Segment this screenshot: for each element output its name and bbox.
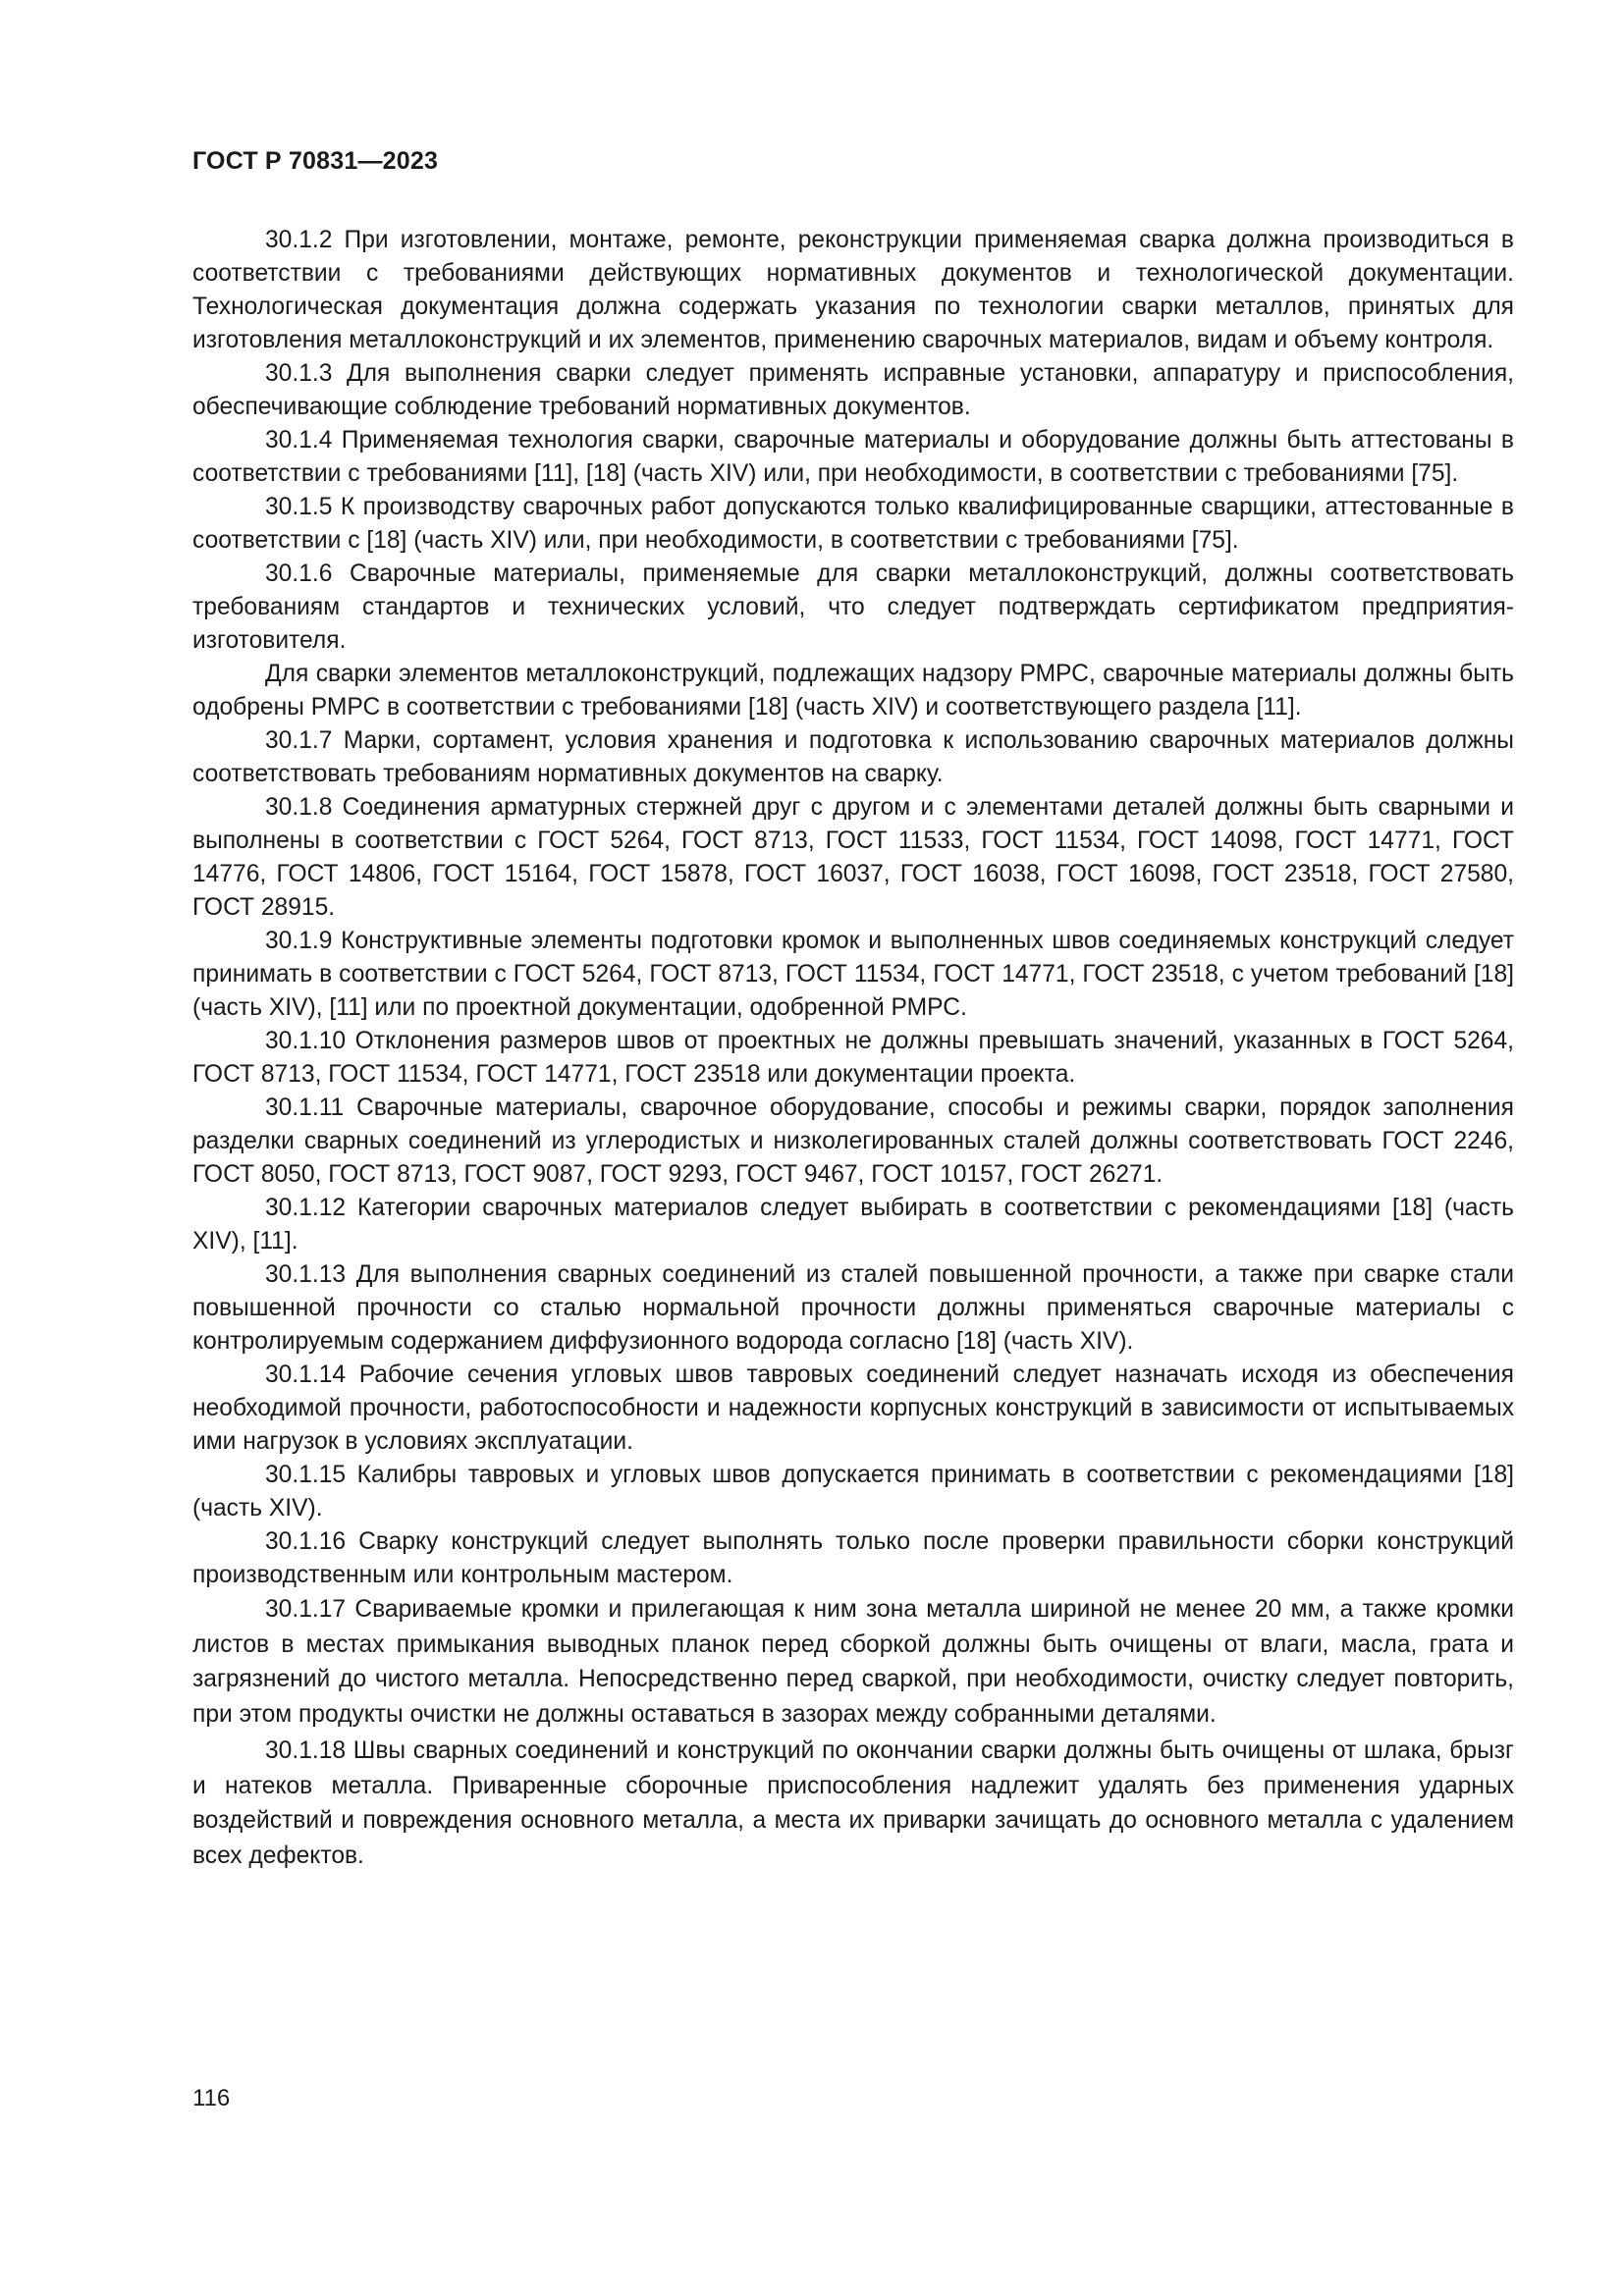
clause-number: 30.1.14: [265, 1362, 347, 1388]
paragraph-30-1-7: [192, 724, 1514, 791]
clause-text: Отклонения размеров швов от проектных не должны превышать значений, указанных в ГОСТ 5264, ГОСТ 8713, ГОСТ 11534, ГОСТ 14771, ГОСТ 23518 или документации проекта.: [192, 1028, 1514, 1088]
clause-text: К производству сварочных работ допускаются только квалифицированные сварщики, аттестованные в соответствии с [18] (часть XIV) или, при необходимости, в соответствии с требованиями [75].: [192, 494, 1515, 554]
paragraph-30-1-13: [192, 1258, 1514, 1359]
paragraph-30-1-6: [192, 558, 1514, 658]
clause-text: Соединения арматурных стержней друг с другом и с элементами деталей должны быть сварными и выполнены в соответствии с ГОСТ 5264, ГОСТ 8713, ГОСТ 11533, ГОСТ 11534, ГОСТ 14098, ГОСТ 14771, ГОСТ 14776, ГОСТ 14806, ГОСТ 15164, ГОСТ 15878, ГОСТ 16037, ГОСТ 16038, ГОСТ 16098, ГОСТ 23518, ГОСТ 27580, ГОСТ 28915.: [192, 794, 1514, 921]
clause-number: 30.1.3: [265, 360, 333, 387]
clause-text: Сварочные материалы, сварочное оборудование, способы и режимы сварки, порядок заполнения разделки сварных соединений из углеродистых и низколегированных сталей должны соответствовать ГОСТ 2246, ГОСТ 8050, ГОСТ 8713, ГОСТ 9087, ГОСТ 9293, ГОСТ 9467, ГОСТ 10157, ГОСТ 26271.: [192, 1095, 1514, 1188]
clause-text: Швы сварных соединений и конструкций по окончании сварки должны быть очищены от шлака, брызг и натеков металла. Приваренные сборочные приспособления надлежит удалять без применения ударных воздействий и повреждения основного металла, а места их приварки зачищать до основного металла с удалением всех дефектов.: [192, 1737, 1514, 1869]
clause-number: 30.1.7: [265, 727, 333, 754]
paragraph-30-1-3: [192, 357, 1514, 424]
document-body: [192, 224, 1514, 1873]
clause-text: Свариваемые кромки и прилегающая к ним зона металла шириной не менее 20 мм, а также кромки листов в местах примыкания выводных планок перед сборкой должны быть очищены от влаги, масла, грата и загрязнений до чистого металла. Непосредственно перед сваркой, при необходимости, очистку следует повторить, при этом продукты очистки не должны оставаться в зазорах между собранными деталями.: [192, 1596, 1514, 1728]
clause-text: Применяемая технология сварки, сварочные материалы и оборудование должны быть аттестованы в соответствии с требованиями [11], [18] (часть XIV) или, при необходимости, в соответствии с требованиями [75].: [192, 427, 1514, 487]
paragraph-30-1-15: [192, 1459, 1514, 1525]
paragraph-30-1-6-continuation: [192, 658, 1514, 724]
clause-text: Для сварки элементов металлоконструкций, подлежащих надзору РМРС, сварочные материалы должны быть одобрены РМРС в соответствии с требованиями [18] (часть XIV) и соответствующего раздела [11].: [192, 661, 1514, 721]
clause-text: Категории сварочных материалов следует выбирать в соответствии с рекомендациями [18] (часть XIV), [11].: [192, 1195, 1514, 1255]
clause-number: 30.1.12: [265, 1195, 347, 1221]
paragraph-30-1-16: [192, 1525, 1514, 1592]
page-number: 116: [192, 2085, 231, 2111]
paragraph-30-1-12: [192, 1192, 1514, 1258]
clause-number: 30.1.5: [265, 494, 333, 520]
clause-number: 30.1.6: [265, 561, 333, 587]
clause-text: Рабочие сечения угловых швов тавровых соединений следует назначать исходя из обеспечения необходимой прочности, работоспособности и надежности корпусных конструкций в зависимости от испытываемых ими нагрузок в условиях эксплуатации.: [192, 1362, 1514, 1455]
clause-number: 30.1.15: [265, 1462, 347, 1488]
paragraph-30-1-2: [192, 224, 1514, 357]
paragraph-30-1-5: [192, 491, 1514, 558]
document-header: ГОСТ Р 70831—2023: [192, 147, 439, 175]
clause-number: 30.1.18: [265, 1737, 347, 1764]
clause-number: 30.1.11: [265, 1095, 345, 1121]
paragraph-30-1-17: [192, 1592, 1514, 1732]
paragraph-30-1-14: [192, 1359, 1514, 1459]
clause-text: Сварку конструкций следует выполнять только после проверки правильности сборки конструкций производственным или контрольным мастером.: [192, 1528, 1514, 1588]
clause-number: 30.1.17: [265, 1596, 347, 1623]
clause-text: Для выполнения сварных соединений из сталей повышенной прочности, а также при сварке стали повышенной прочности со сталью нормальной прочности должны применяться сварочные материалы с контролируемым содержанием диффузионного водорода согласно [18] (часть XIV).: [192, 1261, 1514, 1355]
clause-number: 30.1.9: [265, 928, 333, 954]
paragraph-30-1-8: [192, 791, 1514, 925]
paragraph-30-1-11: [192, 1092, 1514, 1192]
clause-number: 30.1.4: [265, 427, 333, 454]
clause-text: Марки, сортамент, условия хранения и подготовка к использованию сварочных материалов должны соответствовать требованиям нормативных документов на сварку.: [192, 727, 1514, 787]
clause-text: Сварочные материалы, применяемые для сварки металлоконструкций, должны соответствовать требованиям стандартов и технических условий, что следует подтверждать сертификатом предприятия-изготовителя.: [192, 561, 1514, 654]
clause-number: 30.1.8: [265, 794, 333, 821]
clause-text: Для выполнения сварки следует применять исправные установки, аппаратуру и приспособления, обеспечивающие соблюдение требований нормативных документов.: [192, 360, 1514, 420]
paragraph-30-1-10: [192, 1025, 1514, 1092]
clause-number: 30.1.2: [265, 227, 333, 253]
clause-number: 30.1.16: [265, 1528, 347, 1555]
clause-text: Калибры тавровых и угловых швов допускается принимать в соответствии с рекомендациями [18] (часть XIV).: [192, 1462, 1514, 1522]
paragraph-30-1-9: [192, 925, 1514, 1025]
paragraph-30-1-18: [192, 1734, 1514, 1873]
clause-text: При изготовлении, монтаже, ремонте, реконструкции применяемая сварка должна производиться в соответствии с требованиями действующих нормативных документов и технологической документации. Технологическая документация должна содержать указания по технологии сварки металлов, принятых для изготовления металлоконструкций и их элементов, применению сварочных материалов, видам и объему контроля.: [192, 227, 1514, 353]
paragraph-30-1-4: [192, 424, 1514, 491]
clause-number: 30.1.10: [265, 1028, 347, 1054]
clause-number: 30.1.13: [265, 1261, 347, 1288]
clause-text: Конструктивные элементы подготовки кромок и выполненных швов соединяемых конструкций следует принимать в соответствии с ГОСТ 5264, ГОСТ 8713, ГОСТ 11534, ГОСТ 14771, ГОСТ 23518, с учетом требований [18] (часть XIV), [11] или по проектной документации, одобренной РМРС.: [192, 928, 1514, 1021]
